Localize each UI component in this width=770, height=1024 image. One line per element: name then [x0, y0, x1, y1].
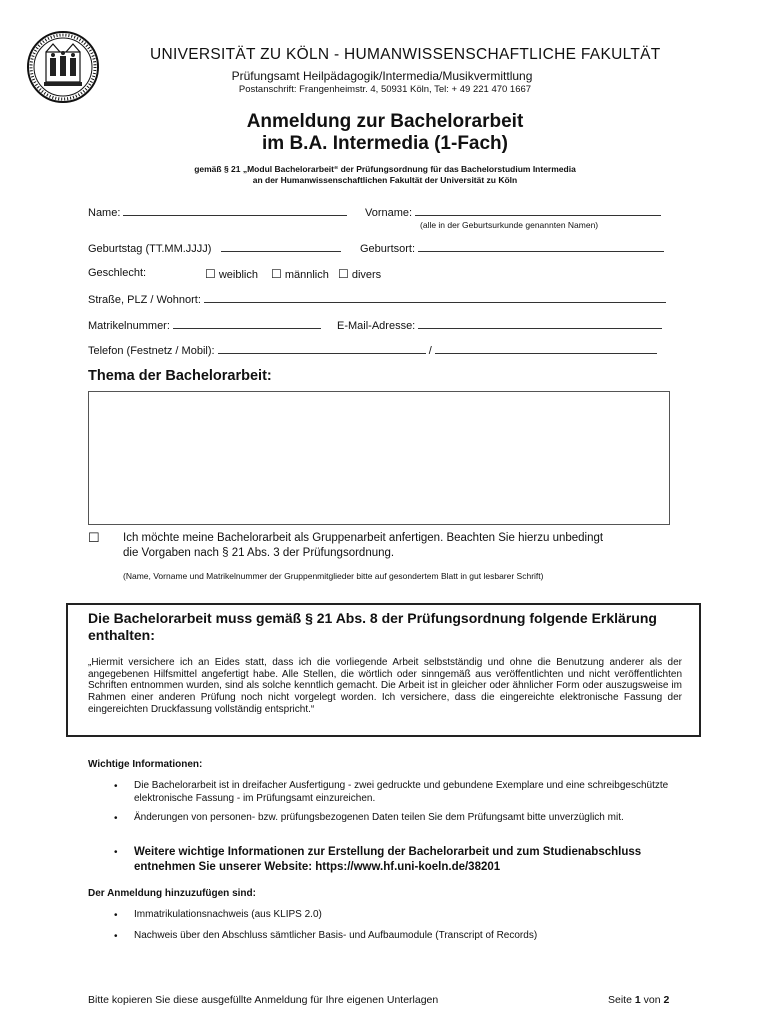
name-input-line[interactable] [123, 206, 347, 216]
strasse-field[interactable] [88, 293, 666, 306]
checkbox-icon[interactable]: ☐ [205, 267, 216, 281]
telefon-input-line-1[interactable] [218, 344, 426, 354]
thema-input-box[interactable] [88, 391, 670, 525]
checkbox-icon[interactable]: ☐ [271, 267, 282, 281]
form-subtitle-line2: an der Humanwissenschaftlichen Fakultät der Universität zu Köln [252, 175, 518, 185]
email-field[interactable] [337, 319, 662, 332]
vorname-input-line[interactable] [415, 206, 661, 216]
erklaerung-title: Die Bachelorarbeit muss gemäß § 21 Abs. 8 der Prüfungsordnung folgende Erklärung enthalten: [88, 610, 657, 643]
vorname-hint: (alle in der Geburtsurkunde genannten Namen) [420, 220, 599, 230]
office-address: Postanschrift: Frangenheimstr. 4, 50931 Köln, Tel: + 49 221 470 1667 [238, 84, 532, 95]
info-item-3: Weitere wichtige Informationen zur Erstellung der Bachelorarbeit und zum Studienabschluss entnehmen Sie unserer Website: https://www.hf.uni-koeln.de/38201 [134, 846, 642, 873]
form-title [0, 111, 770, 155]
checkbox-icon[interactable]: ☐ [338, 267, 349, 281]
anlagen-item-2: Nachweis über den Abschluss sämtlicher Basis- und Aufbaumodule (Transcript of Records) [134, 930, 538, 941]
checkbox-icon[interactable]: ☐ [88, 530, 100, 545]
option-maennlich[interactable] [271, 267, 329, 281]
bullet-icon: • [114, 813, 118, 824]
geburtsort-label: Geburtsort: [360, 243, 416, 255]
strasse-input-line[interactable] [204, 293, 666, 303]
option-weiblich-label: weiblich [218, 269, 258, 281]
geburtstag-label: Geburtstag (TT.MM.JJJJ) [88, 243, 212, 255]
info-item-1: Die Bachelorarbeit ist in dreifacher Ausfertigung - zwei gedruckte und gebundene Exemplare und eine schreibgeschützte elektronische Fassung - im Prüfungsamt einzureichen. [134, 780, 669, 804]
geburtstag-input-line[interactable] [221, 242, 341, 252]
page-total: 2 [663, 994, 670, 1006]
telefon-separator: / [428, 345, 432, 357]
bullet-icon: • [114, 847, 118, 858]
matrikel-input-line[interactable] [173, 319, 321, 329]
anlagen-item-1: Immatrikulationsnachweis (aus KLIPS 2.0) [134, 909, 322, 920]
page-separator: von [643, 994, 661, 1006]
telefon-label: Telefon (Festnetz / Mobil): [88, 345, 215, 357]
geburtsort-field[interactable] [360, 242, 664, 255]
page-prefix: Seite [608, 994, 632, 1006]
page-indicator [608, 994, 669, 1006]
email-input-line[interactable] [418, 319, 662, 329]
page-current: 1 [634, 994, 641, 1006]
vorname-label: Vorname: [365, 207, 413, 219]
gruppenarbeit-text [123, 531, 683, 561]
geburtstag-field[interactable] [88, 242, 341, 255]
info-item-2: Änderungen von personen- bzw. prüfungsbezogenen Daten teilen Sie dem Prüfungsamt bitte unverzüglich mit. [134, 812, 624, 823]
matrikel-label: Matrikelnummer: [88, 320, 170, 332]
info-heading: Wichtige Informationen: [88, 759, 203, 770]
name-field[interactable] [88, 206, 347, 219]
university-name: UNIVERSITÄT ZU KÖLN - HUMANWISSENSCHAFTLICHE FAKULTÄT [150, 46, 661, 63]
bullet-icon: • [114, 910, 118, 921]
bullet-icon: • [114, 931, 118, 942]
gruppenarbeit-line2: die Vorgaben nach § 21 Abs. 3 der Prüfungsordnung. [123, 547, 395, 559]
form-title-line1: Anmeldung zur Bachelorarbeit [246, 111, 524, 132]
bullet-icon: • [114, 781, 118, 792]
matrikel-field[interactable] [88, 319, 321, 332]
geburtsort-input-line[interactable] [418, 242, 664, 252]
option-weiblich[interactable] [205, 267, 258, 281]
telefon-field[interactable] [88, 344, 657, 357]
option-divers-label: divers [351, 269, 382, 281]
form-subtitle-line1: gemäß § 21 „Modul Bachelorarbeit“ der Prüfungsordnung für das Bachelorstudium Intermedia [194, 164, 576, 174]
thema-heading: Thema der Bachelorarbeit: [88, 368, 272, 384]
geschlecht-label: Geschlecht: [88, 267, 147, 279]
email-label: E-Mail-Adresse: [337, 320, 416, 332]
footer-note: Bitte kopieren Sie diese ausgefüllte Anmeldung für Ihre eigenen Unterlagen [88, 994, 439, 1006]
vorname-field[interactable] [365, 206, 661, 219]
gruppenarbeit-note: (Name, Vorname und Matrikelnummer der Gruppenmitglieder bitte auf gesondertem Blatt in gut lesbarer Schrift) [123, 571, 544, 581]
name-label: Name: [88, 207, 121, 219]
office-name: Prüfungsamt Heilpädagogik/Intermedia/Musikvermittlung [231, 69, 533, 83]
gruppenarbeit-line1: Ich möchte meine Bachelorarbeit als Gruppenarbeit anfertigen. Beachten Sie hierzu unbedingt [123, 532, 604, 544]
erklaerung-text: „Hiermit versichere ich an Eides statt, dass ich die vorliegende Arbeit selbstständig und ohne die Benutzung anderer als der angegebenen Hilfsmittel angefertigt habe. Alle Stellen, die wörtlich oder sinngemäß aus veröffentlichten und nicht veröffentlichten Schriften entnommen wurden, sind als solche kenntlich gemacht. Die Arbeit ist in gleicher oder ähnlicher Form oder auszugsweise im Rahmen einer anderen Prüfung noch nicht vorgelegt worden. Ich versichere, dass die eingereichte elektronische Fassung der eingereichten Druckfassung vollständig entspricht.“ [88, 657, 682, 715]
form-subtitle [0, 164, 770, 186]
form-title-line2: im B.A. Intermedia (1-Fach) [262, 133, 508, 154]
anlagen-heading: Der Anmeldung hinzuzufügen sind: [88, 888, 256, 899]
telefon-input-line-2[interactable] [435, 344, 657, 354]
option-divers[interactable] [338, 267, 381, 281]
strasse-label: Straße, PLZ / Wohnort: [88, 294, 201, 306]
gruppenarbeit-checkbox[interactable] [88, 530, 100, 546]
option-maennlich-label: männlich [284, 269, 329, 281]
